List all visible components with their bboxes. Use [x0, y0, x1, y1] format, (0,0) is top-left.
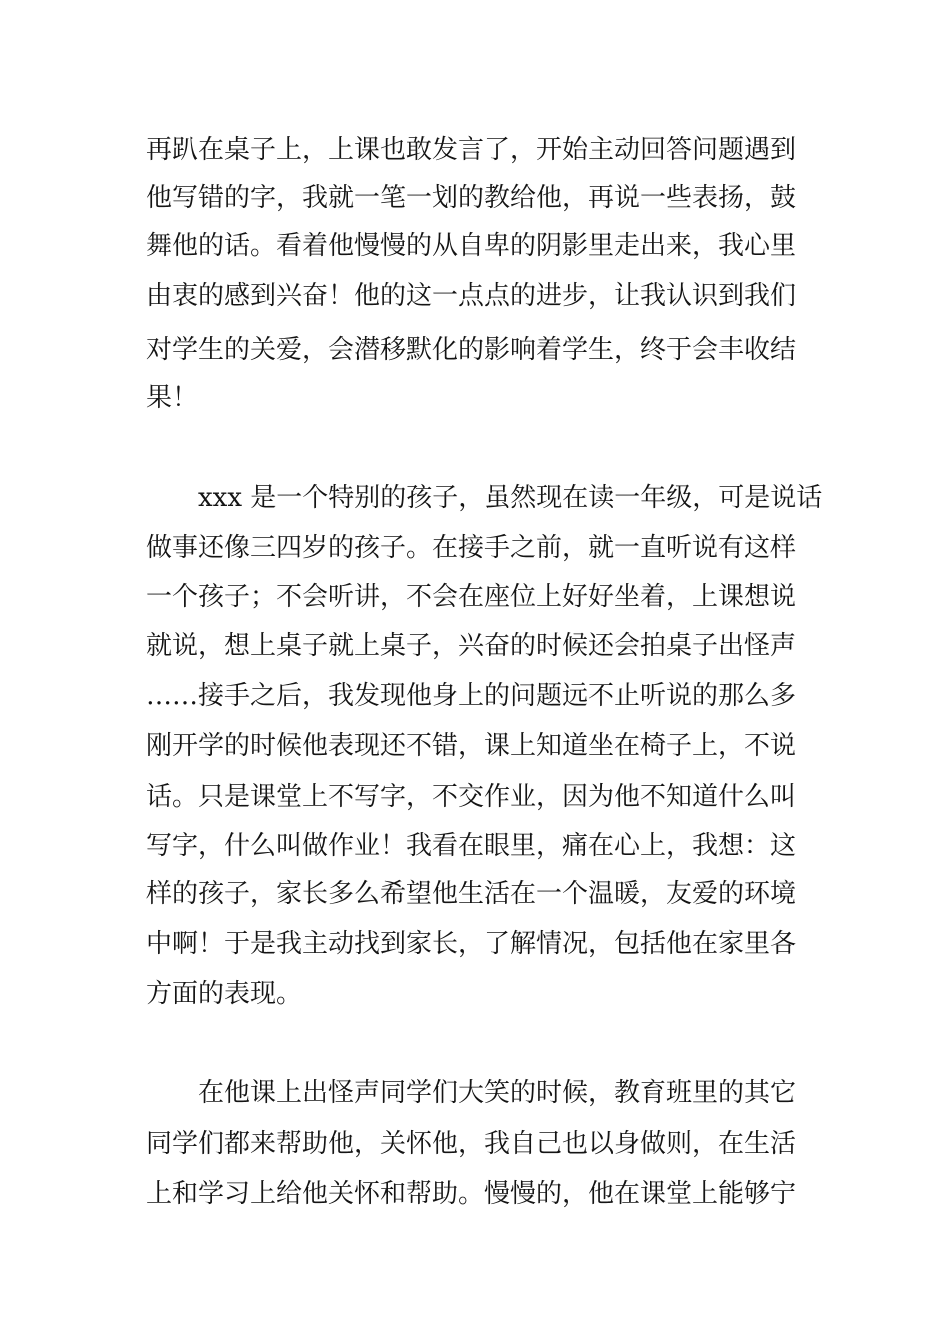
- paragraph-1-line-2: 他写错的字，我就一笔一划的教给他，再说一些表扬，鼓: [146, 183, 797, 213]
- paragraph-2-line-5: ……接手之后，我发现他身上的问题远不止听说的那么多: [146, 681, 797, 711]
- paragraph-3-line-1: 在他课上出怪声同学们大笑的时候，教育班里的其它: [198, 1078, 797, 1108]
- paragraph-2-line-2: 做事还像三四岁的孩子。在接手之前，就一直听说有这样: [146, 533, 797, 563]
- paragraph-1-line-6: 果！: [146, 383, 199, 413]
- paragraph-2-line-11: 方面的表现。: [146, 979, 303, 1009]
- paragraph-1-line-4: 由衷的感到兴奋！他的这一点点的进步，让我认识到我们: [146, 281, 797, 311]
- paragraph-1-line-3: 舞他的话。看着他慢慢的从自卑的阴影里走出来，我心里: [146, 231, 797, 261]
- paragraph-2-line-3: 一个孩子；不会听讲，不会在座位上好好坐着，上课想说: [146, 582, 797, 612]
- paragraph-2-line-7: 话。只是课堂上不写字，不交作业，因为他不知道什么叫: [146, 782, 797, 812]
- paragraph-1-line-1: 再趴在桌子上，上课也敢发言了，开始主动回答问题遇到: [146, 135, 797, 165]
- paragraph-2-line-1: xxx 是一个特别的孩子，虽然现在读一年级，可是说话: [198, 483, 823, 513]
- paragraph-3-line-3: 上和学习上给他关怀和帮助。慢慢的，他在课堂上能够宁: [146, 1179, 797, 1209]
- paragraph-2-line-9: 样的孩子，家长多么希望他生活在一个温暖，友爱的环境: [146, 879, 797, 909]
- paragraph-2-line-8: 写字，什么叫做作业！我看在眼里，痛在心上，我想：这: [146, 831, 797, 861]
- paragraph-1-line-5: 对学生的关爱，会潜移默化的影响着学生，终于会丰收结: [146, 335, 797, 365]
- paragraph-3-line-2: 同学们都来帮助他，关怀他，我自己也以身做则，在生活: [146, 1129, 797, 1159]
- paragraph-2-line-4: 就说，想上桌子就上桌子，兴奋的时候还会拍桌子出怪声: [146, 631, 797, 661]
- paragraph-2-line-6: 刚开学的时候他表现还不错，课上知道坐在椅子上，不说: [146, 731, 797, 761]
- paragraph-2-line-10: 中啊！于是我主动找到家长，了解情况，包括他在家里各: [146, 929, 797, 959]
